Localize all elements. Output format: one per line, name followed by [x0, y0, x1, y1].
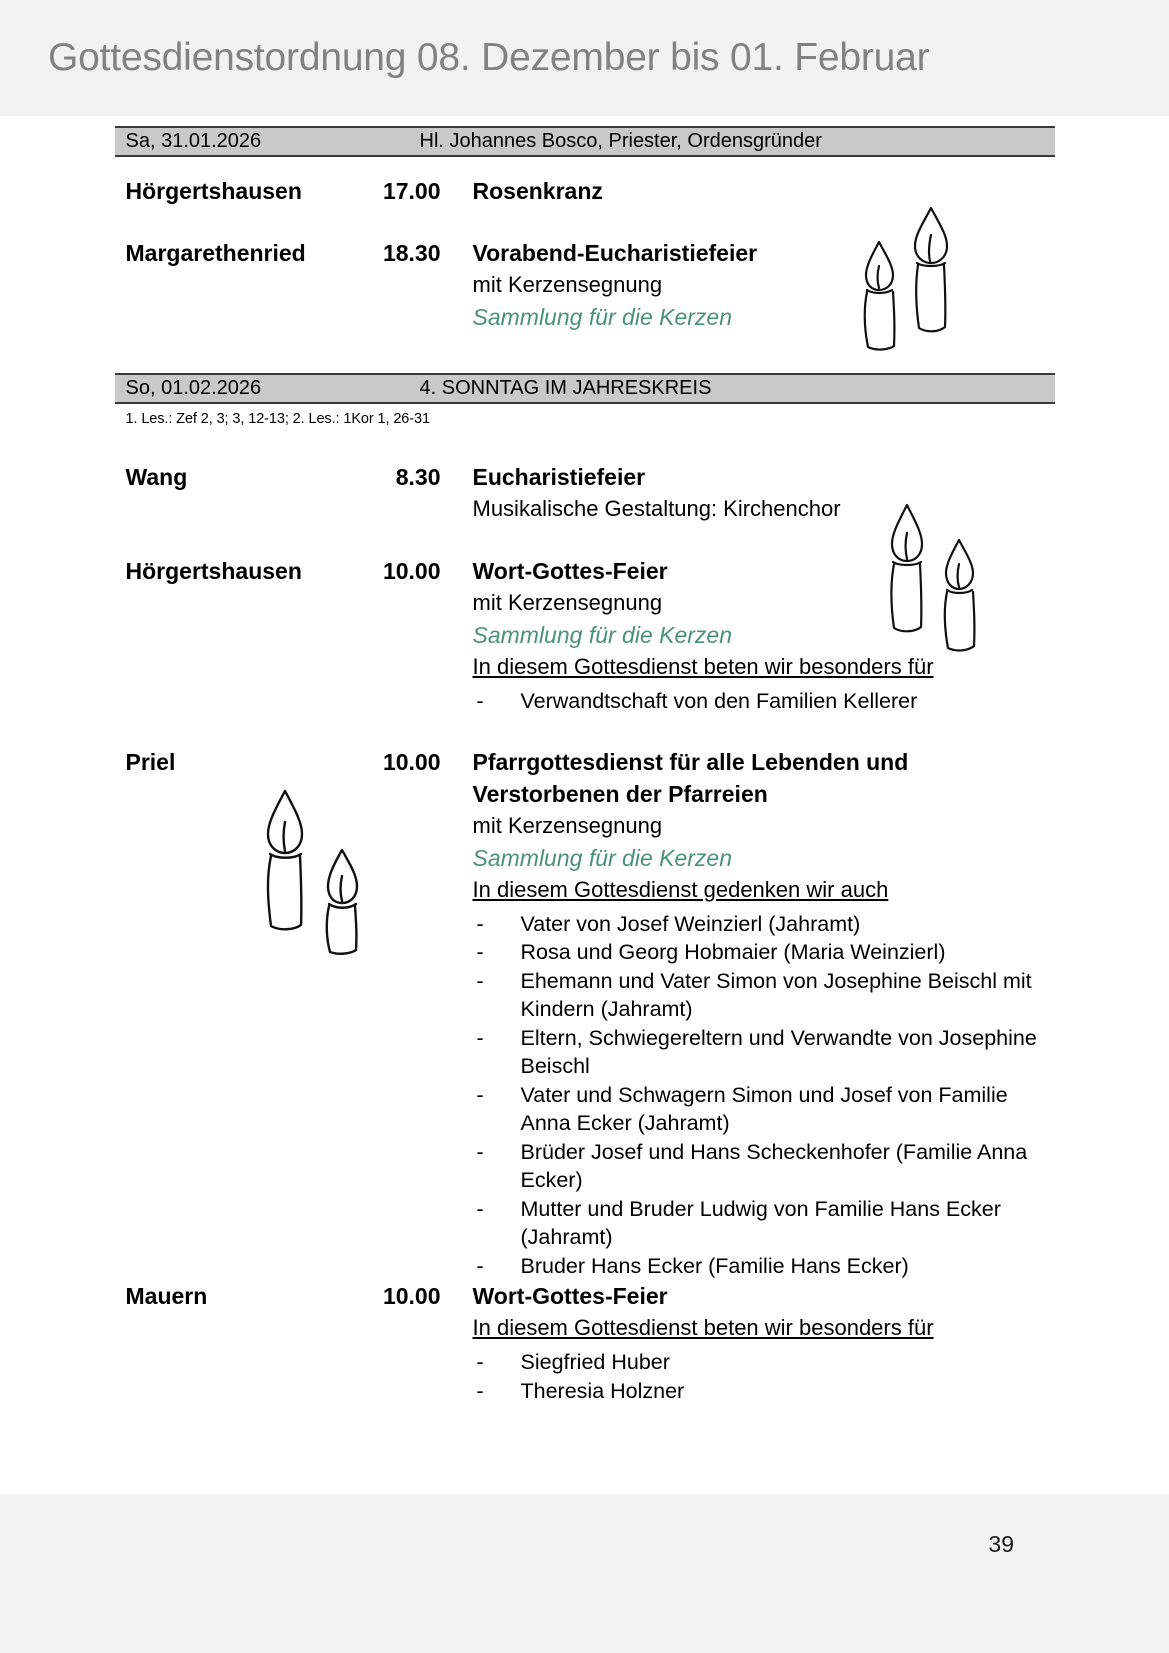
service-time: 8.30	[395, 464, 441, 490]
service-note: mit Kerzensegnung	[472, 812, 663, 838]
service-details	[441, 746, 1055, 1281]
service-row	[115, 555, 1055, 716]
day-date: Sa, 31.01.2026	[125, 130, 262, 152]
service-place: Margarethenried	[125, 240, 306, 266]
service-time: 10.00	[382, 558, 441, 584]
service-place: Hörgertshausen	[125, 178, 302, 204]
service-title: Rosenkranz	[472, 178, 603, 204]
service-title: Pfarrgottesdienst für alle Lebenden und Verstorbenen der Pfarreien	[472, 748, 909, 807]
service-details	[441, 175, 1055, 207]
service-note: mit Kerzensegnung	[472, 590, 663, 615]
service-row	[115, 237, 1055, 333]
service-details	[441, 555, 1055, 716]
service-intentions-list	[473, 910, 1055, 1281]
intention-item: - Mutter und Bruder Ludwig von Familie Hans Ecker (Jahramt)	[473, 1195, 1055, 1252]
service-schedule	[115, 116, 1055, 1405]
document-page	[0, 116, 1169, 1494]
service-place: Wang	[125, 464, 188, 490]
service-collection-note: Sammlung für die Kerzen	[472, 304, 733, 330]
intention-item: - Rosa und Georg Hobmaier (Maria Weinzierl)	[473, 938, 1055, 967]
service-place: Mauern	[125, 1283, 208, 1309]
service-intentions-heading: In diesem Gottesdienst beten wir besonders für	[472, 1315, 934, 1340]
intention-item: - Theresia Holzner	[473, 1377, 1055, 1406]
candles-illustration	[250, 781, 385, 956]
service-time: 18.30	[382, 240, 441, 266]
service-time: 10.00	[382, 748, 441, 775]
service-details	[441, 1280, 1055, 1405]
service-row	[115, 175, 1055, 207]
service-time: 17.00	[382, 178, 441, 204]
service-intentions-heading: In diesem Gottesdienst gedenken wir auch	[472, 876, 889, 902]
intention-item: - Siegfried Huber	[473, 1348, 1055, 1377]
intention-item: - Ehemann und Vater Simon von Josephine Beischl mit Kindern (Jahramt)	[473, 967, 1055, 1024]
service-row	[115, 1280, 1055, 1405]
service-collection-note: Sammlung für die Kerzen	[472, 844, 733, 871]
service-time: 10.00	[382, 1283, 441, 1309]
service-place: Hörgertshausen	[125, 558, 302, 584]
service-title: Eucharistiefeier	[472, 464, 646, 490]
service-title: Vorabend-Eucharistiefeier	[472, 240, 758, 266]
page-header	[0, 0, 1169, 116]
service-place: Priel	[125, 748, 176, 775]
intention-item: - Eltern, Schwiegereltern und Verwandte von Josephine Beischl	[473, 1024, 1055, 1081]
service-row	[115, 746, 1055, 1281]
page-number: 39	[988, 1531, 1014, 1557]
intention-item: - Vater von Josef Weinzierl (Jahramt)	[473, 910, 1055, 939]
service-note: mit Kerzensegnung	[472, 272, 663, 297]
service-details	[441, 461, 1055, 525]
service-note: Musikalische Gestaltung: Kirchenchor	[472, 496, 841, 521]
day-feast: 4. SONNTAG IM JAHRESKREIS	[419, 377, 712, 399]
service-intentions-list	[473, 1348, 1055, 1405]
day-header-bar	[115, 373, 1055, 404]
page-footer	[0, 1494, 1169, 1653]
day-header-bar	[115, 126, 1055, 157]
service-details	[441, 237, 1055, 333]
service-intentions-list	[473, 687, 1055, 716]
service-title: Wort-Gottes-Feier	[472, 558, 668, 584]
day-date: So, 01.02.2026	[125, 377, 262, 399]
intention-item: - Bruder Hans Ecker (Familie Hans Ecker)	[473, 1252, 1055, 1281]
intention-item: - Brüder Josef und Hans Scheckenhofer (Familie Anna Ecker)	[473, 1138, 1055, 1195]
intention-item: - Verwandtschaft von den Familien Kellerer	[473, 687, 1055, 716]
day-readings: 1. Les.: Zef 2, 3; 3, 12-13; 2. Les.: 1Kor 1, 26-31	[125, 411, 430, 427]
page-title: Gottesdienstordnung 08. Dezember bis 01. Februar	[48, 36, 930, 79]
service-intentions-heading: In diesem Gottesdienst beten wir besonders für	[472, 654, 934, 679]
intention-item: - Vater und Schwagern Simon und Josef von Familie Anna Ecker (Jahramt)	[473, 1081, 1055, 1138]
service-title: Wort-Gottes-Feier	[472, 1283, 668, 1309]
day-feast: Hl. Johannes Bosco, Priester, Ordensgründer	[419, 130, 822, 152]
service-collection-note: Sammlung für die Kerzen	[472, 622, 733, 648]
service-row	[115, 461, 1055, 525]
